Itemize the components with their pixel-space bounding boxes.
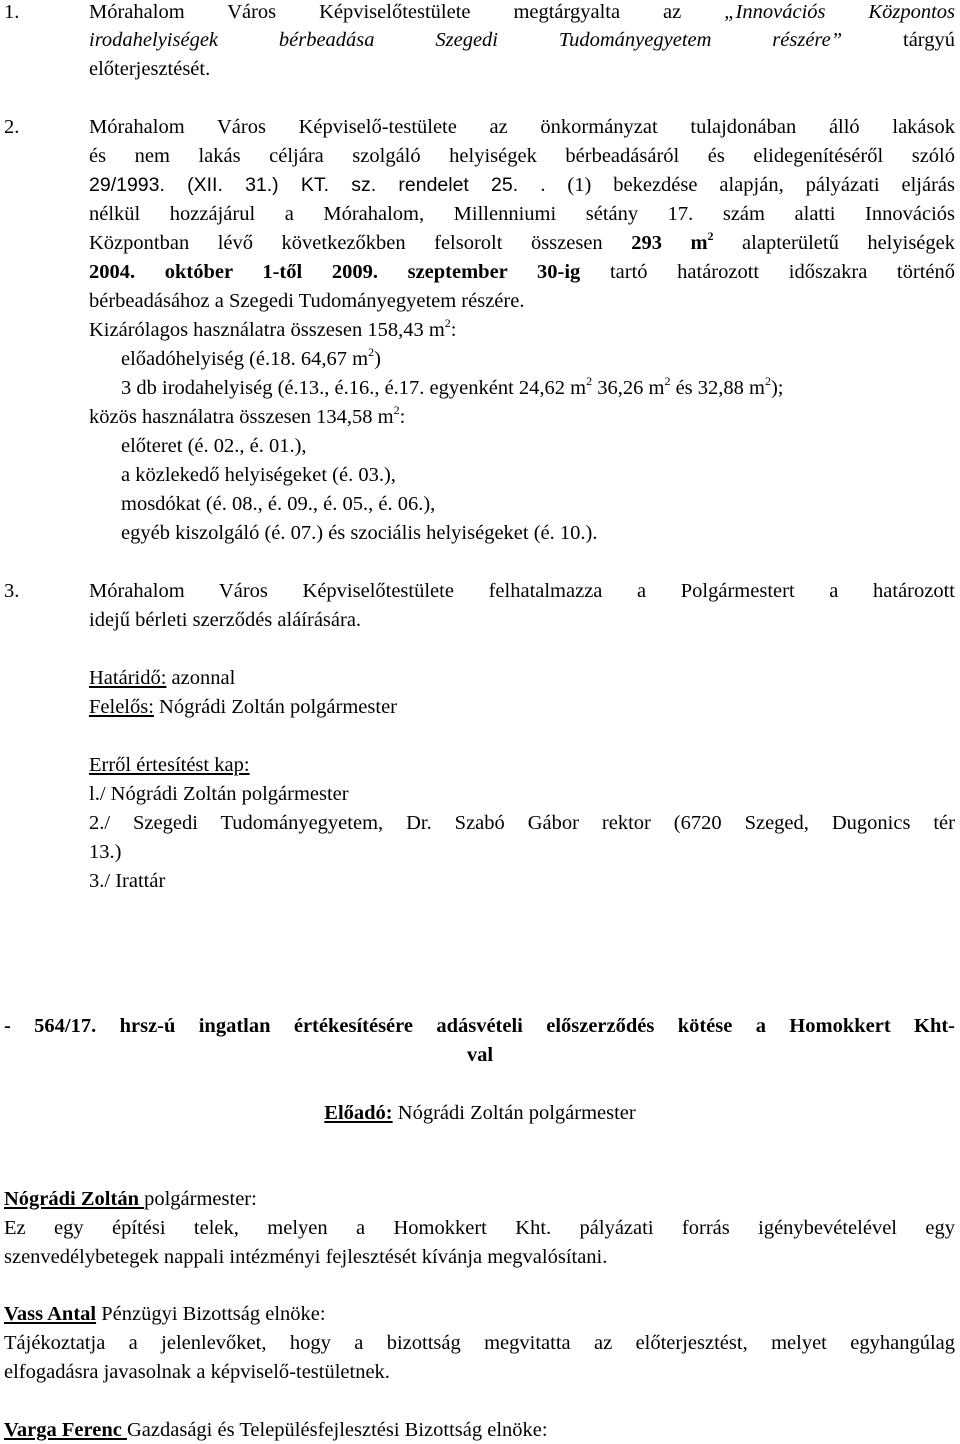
item-2-line-3: 29/1993. (XII. 31.) KT. sz. rendelet 25. . (1) bekezdése alapján, pályázati eljárás — [89, 174, 955, 196]
item-2-line-6: 2004. október 1-től 2009. szeptember 30-ig tartó határozott időszakra történő — [89, 261, 955, 283]
item-2-line-7: bérbeadásához a Szegedi Tudományegyetem részére. — [89, 290, 525, 312]
notify-recipient-1: l./ Nógrádi Zoltán polgármester — [89, 783, 349, 805]
item-2-office-rooms: 3 db irodahelyiség (é.13., é.16., é.17. egyenként 24,62 $m^2$ 36,26 $m^2$ és 32,88 $m^2$); — [121, 374, 784, 399]
agenda-item-title: - 564/17. hrsz-ú ingatlan értékesítésére adásvételi előszerződés kötése a Homokkert Kht- — [4, 1015, 955, 1037]
agenda-item-title-cont: val — [466, 1044, 494, 1066]
speaker-2: Vass Antal Pénzügyi Bizottság elnöke: — [4, 1303, 326, 1325]
item-2-shared-use: közös használatra összesen 134,58 $m^2$: — [89, 403, 406, 428]
speech-2-line-2: elfogadásra javasolnak a képviselő-testületnek. — [4, 1361, 390, 1383]
item-2-line-2: és nem lakás céljára szolgáló helyiségek bérbeadásáról és elidegenítéséről szóló — [89, 145, 955, 167]
speaker-1: Nógrádi Zoltán polgármester: — [4, 1188, 257, 1210]
item-3-line-2: idejű bérleti szerződés aláírására. — [89, 609, 362, 631]
item-2-lecture-room: előadóhelyiség (é.18. 64,67 $m^2$) — [121, 345, 381, 370]
speech-1-line-2: szenvedélybetegek nappali intézményi fejlesztését kívánja megvalósítani. — [4, 1246, 608, 1268]
responsible: Felelős: Nógrádi Zoltán polgármester — [89, 696, 397, 718]
item-1-line-3: előterjesztését. — [89, 58, 211, 80]
speech-2-line-1: Tájékoztatja a jelenlevőket, hogy a bizottság megvitatta az előterjesztést, melyet egyhangúlag — [4, 1332, 955, 1354]
item-2-service-rooms: egyéb kiszolgáló (é. 07.) és szociális helyiségeket (é. 10.). — [121, 522, 598, 544]
item-1-number: 1. — [4, 1, 20, 23]
speech-1-line-1: Ez egy építési telek, melyen a Homokkert Kht. pályázati forrás igénybevételével egy — [4, 1217, 955, 1239]
notify-recipient-2-cont: 13.) — [89, 841, 122, 863]
item-2-line-1: Mórahalom Város Képviselő-testülete az önkormányzat tulajdonában álló lakások — [89, 116, 955, 138]
item-2-lobby: előteret (é. 02., é. 01.), — [121, 435, 307, 457]
item-1-line-1: Mórahalom Város Képviselőtestülete megtárgyalta az „Innovációs Központos — [89, 1, 955, 23]
item-2-restrooms: mosdókat (é. 08., é. 09., é. 05., é. 06.), — [121, 493, 436, 515]
notify-recipient-2: 2./ Szegedi Tudományegyetem, Dr. Szabó Gábor rektor (6720 Szeged, Dugonics tér — [89, 812, 955, 834]
item-2-exclusive-use: Kizárólagos használatra összesen 158,43 $m^2$: — [89, 316, 457, 341]
deadline: Határidő: azonnal — [89, 667, 236, 689]
notify-heading: Erről értesítést kap: — [89, 754, 250, 776]
item-3-line-1: Mórahalom Város Képviselőtestülete felhatalmazza a Polgármestert a határozott — [89, 580, 955, 602]
item-2-number: 2. — [4, 116, 20, 138]
item-2-line-4: nélkül hozzájárul a Mórahalom, Millenniumi sétány 17. szám alatti Innovációs — [89, 203, 955, 225]
item-1-line-2: irodahelyiségek bérbeadása Szegedi Tudományegyetem részére” tárgyú — [89, 29, 955, 51]
speaker-3: Varga Ferenc Gazdasági és Településfejlesztési Bizottság elnöke: — [4, 1419, 548, 1441]
presenter: Előadó: Nógrádi Zoltán polgármester — [324, 1102, 636, 1124]
item-2-line-5: Központban lévő következőkben felsorolt összesen 293 $m^2$ alapterületű helyiségek — [89, 229, 955, 254]
notify-recipient-3: 3./ Irattár — [89, 870, 166, 892]
item-2-corridors: a közlekedő helyiségeket (é. 03.), — [121, 464, 396, 486]
item-3-number: 3. — [4, 580, 20, 602]
